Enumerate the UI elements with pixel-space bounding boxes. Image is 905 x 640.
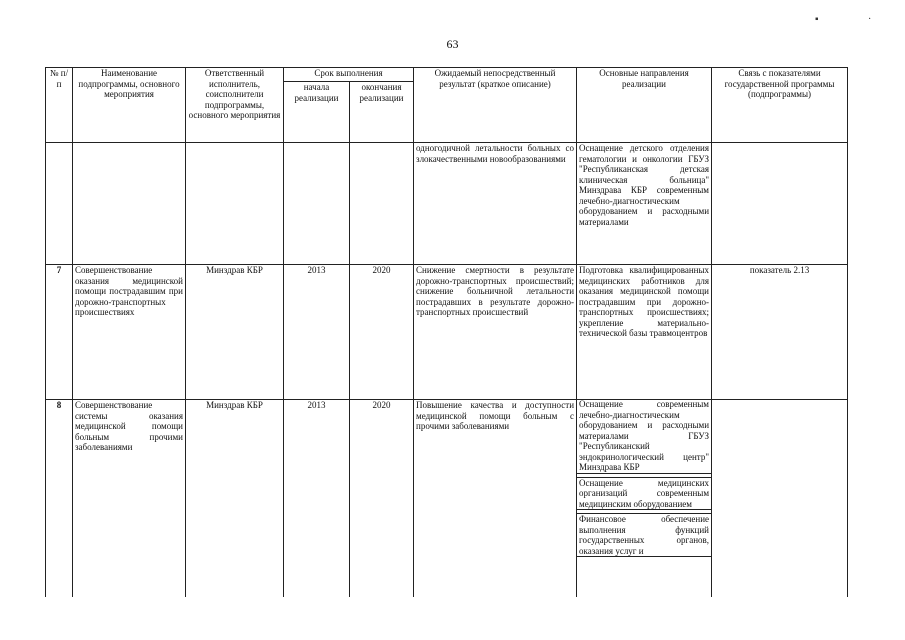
cell-directions: Подготовка квалифицированных медицинских работников для оказания медицинской помощи пострадавшим при дорожно-транспортных происшествиях; укрепление материально-технической базы травмоцентров xyxy=(577,265,712,400)
cell-start xyxy=(284,143,350,265)
cell-number: 7 xyxy=(46,265,73,400)
header-expected-result: Ожидаемый непосредственный результат (краткое описание) xyxy=(414,68,577,143)
cell-indicator-link xyxy=(712,143,848,265)
direction-item: Оснащение медицинских организаций современным медицинским оборудованием xyxy=(577,477,712,511)
cell-expected-result: Снижение смертности в результате дорожно-транспортных происшествий; снижение больничной летальности пострадавших в результате дорожно-транспортных происшествий xyxy=(414,265,577,400)
cell-responsible xyxy=(186,143,284,265)
header-start: начала реализации xyxy=(284,82,350,143)
table-row xyxy=(46,265,848,400)
header-directions: Основные направления реализации xyxy=(577,68,712,143)
cell-directions xyxy=(577,400,712,598)
table-row xyxy=(46,400,848,598)
direction-item: Финансовое обеспечение выполнения функций государственных органов, оказания услуг и xyxy=(577,513,712,557)
cell-end: 2020 xyxy=(350,265,414,400)
header-indicator-link: Связь с показателями государственной программы (подпрограммы) xyxy=(712,68,848,143)
scan-dot: · xyxy=(868,14,872,25)
cell-indicator-link: показатель 2.13 xyxy=(712,265,848,400)
direction-item: Оснащение современным лечебно-диагностическим оборудованием и расходными материалами ГБУЗ "Республиканский эндокринологический центр" Минздрава КБР xyxy=(577,400,712,474)
header-period: Срок выполнения xyxy=(284,68,414,82)
cell-directions: Оснащение детского отделения гематологии и онкологии ГБУЗ "Республиканская детская клиническая больница" Минздрава КБР современным лечебно-диагностическим оборудованием и расходными материалами xyxy=(577,143,712,265)
cell-responsible: Минздрав КБР xyxy=(186,265,284,400)
header-name: Наименование подпрограммы, основного мероприятия xyxy=(73,68,186,143)
cell-responsible: Минздрав КБР xyxy=(186,400,284,598)
cell-end xyxy=(350,143,414,265)
cell-name xyxy=(73,143,186,265)
table-row xyxy=(46,143,848,265)
header-end: окончания реализации xyxy=(350,82,414,143)
cell-number: 8 xyxy=(46,400,73,598)
scan-dot: ▪ xyxy=(815,14,819,25)
cell-start: 2013 xyxy=(284,265,350,400)
cell-start: 2013 xyxy=(284,400,350,598)
header-number: № п/п xyxy=(46,68,73,143)
cell-name: Совершенствование системы оказания медицинской помощи больным прочими заболеваниями xyxy=(73,400,186,598)
cell-number xyxy=(46,143,73,265)
header-responsible: Ответственный исполнитель, соисполнители подпрограммы, основного мероприятия xyxy=(186,68,284,143)
cell-name: Совершенствование оказания медицинской помощи пострадавшим при дорожно-транспортных происшествиях xyxy=(73,265,186,400)
cell-expected-result: одногодичной летальности больных со злокачественными новообразованиями xyxy=(414,143,577,265)
cell-indicator-link xyxy=(712,400,848,598)
cell-end: 2020 xyxy=(350,400,414,598)
page-number: 63 xyxy=(446,37,459,51)
measures-table xyxy=(45,67,848,597)
cell-expected-result: Повышение качества и доступности медицинской помощи больным с прочими заболеваниями xyxy=(414,400,577,598)
